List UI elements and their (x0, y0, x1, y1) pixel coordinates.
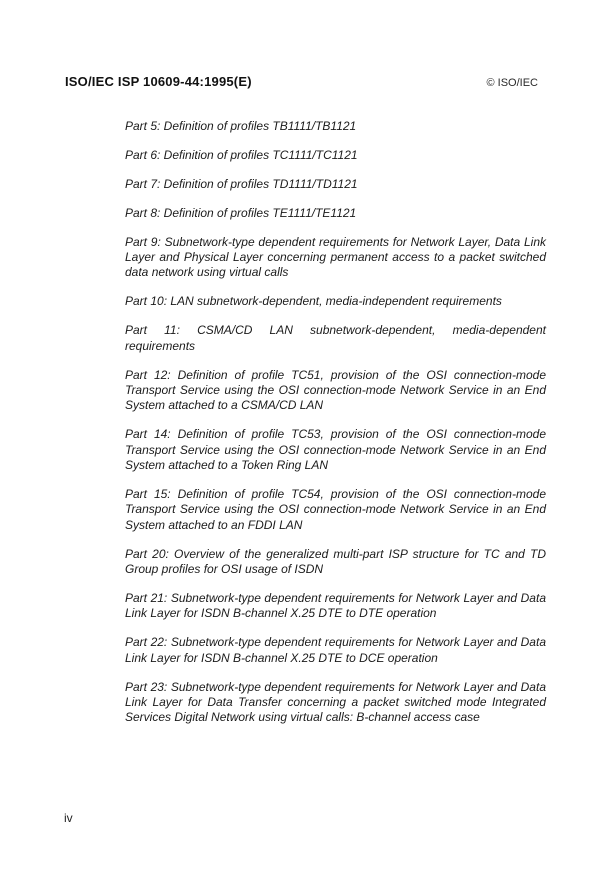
part-entry-7: Part 7: Definition of profiles TD1111/TD1121 (125, 176, 358, 191)
copyright-notice: © ISO/IEC (486, 77, 538, 89)
parts-list (125, 119, 546, 739)
part-entry-9: Part 9: Subnetwork-type dependent requirements for Network Layer, Data Link Layer and Physical Layer concerning permanent access to a packet switched data network using virtual calls (125, 234, 546, 280)
page-footer (64, 809, 73, 827)
part-entry-8: Part 8: Definition of profiles TE1111/TE1121 (125, 205, 357, 220)
part-entry-21: Part 21: Subnetwork-type dependent requirements for Network Layer and Data Link Layer for ISDN B-channel X.25 DTE to DTE operation (125, 591, 546, 621)
page-number: iv (64, 811, 73, 825)
part-entry-22: Part 22: Subnetwork-type dependent requirements for Network Layer and Data Link Layer for ISDN B-channel X.25 DTE to DCE operation (125, 635, 546, 665)
part-entry-20: Part 20: Overview of the generalized multi-part ISP structure for TC and TD Group profiles for OSI usage of ISDN (125, 546, 546, 577)
part-entry-15: Part 15: Definition of profile TC54, provision of the OSI connection-mode Transport Service using the OSI connection-mode Network Service in an End System attached to an FDDI LAN (125, 487, 546, 532)
part-entry-11: Part 11: CSMA/CD LAN subnetwork-dependent, media-dependent requirements (125, 323, 546, 353)
part-entry-5: Part 5: Definition of profiles TB1111/TB1121 (125, 119, 357, 133)
part-entry-14: Part 14: Definition of profile TC53, provision of the OSI connection-mode Transport Service using the OSI connection-mode Network Service in an End System attached to a Token Ring LAN (125, 427, 546, 473)
part-entry-23: Part 23: Subnetwork-type dependent requirements for Network Layer and Data Link Layer for Data Transfer concerning a packet switched mode Integrated Services Digital Network using virtual calls: B-channel access case (125, 679, 546, 725)
part-entry-6: Part 6: Definition of profiles TC1111/TC1121 (125, 147, 358, 162)
part-entry-10: Part 10: LAN subnetwork-dependent, media-independent requirements (125, 294, 502, 309)
page-header (65, 74, 538, 89)
part-entry-12: Part 12: Definition of profile TC51, provision of the OSI connection-mode Transport Service using the OSI connection-mode Network Service in an End System attached to a CSMA/CD LAN (125, 367, 546, 413)
document-number: ISO/IEC ISP 10609-44:1995(E) (65, 74, 252, 89)
